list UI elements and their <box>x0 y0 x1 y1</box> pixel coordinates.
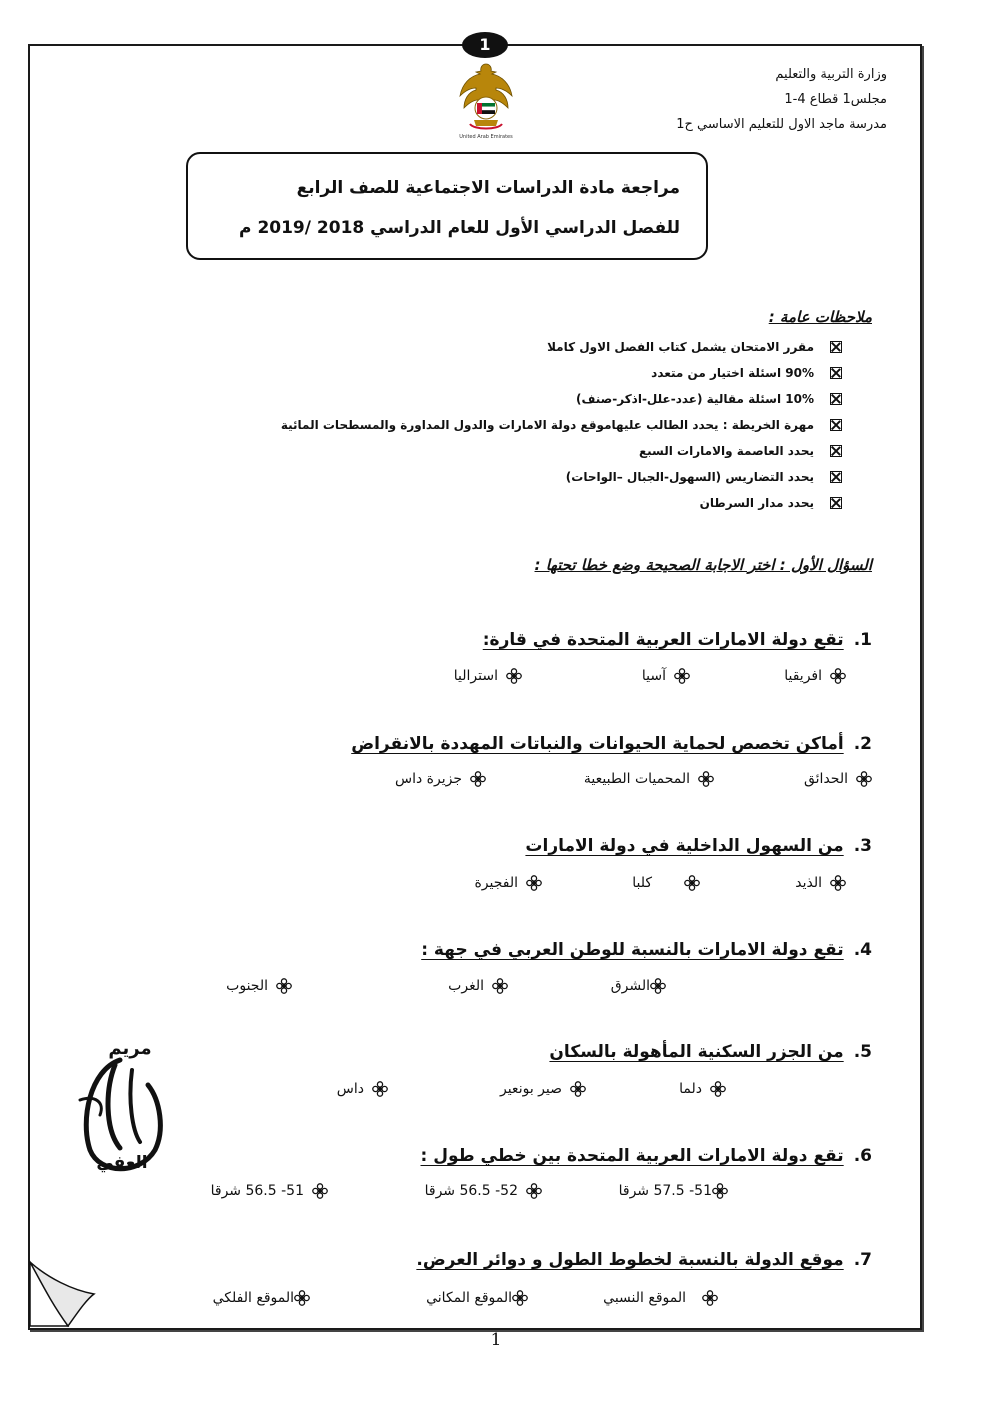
option[interactable]: آسيا <box>642 668 690 684</box>
svg-text:العفي: العفي <box>96 1153 148 1173</box>
option[interactable]: جزيرة داس <box>395 771 486 787</box>
flower-bullet-icon <box>312 1183 328 1199</box>
title-line-1: مراجعة مادة الدراسات الاجتماعية للصف الرابع <box>296 178 680 198</box>
question-6: 6.تقع دولة الامارات العربية المتحدة بين خطي طول : <box>420 1146 872 1166</box>
note-item: يحدد التضاريس (السهول-الجبال –الواحات) <box>281 468 842 494</box>
note-item: مقرر الامتحان يشمل كتاب الفصل الاول كاملا <box>281 338 842 364</box>
option[interactable]: 51- 57.5 شرقا <box>619 1183 728 1199</box>
option[interactable]: افريقيا <box>784 668 846 684</box>
question-4: 4.تقع دولة الامارات بالنسبة للوطن العربي في جهة : <box>421 940 872 960</box>
flower-bullet-icon <box>276 978 292 994</box>
note-item: 90% اسئلة اختيار من متعدد <box>281 364 842 390</box>
svg-text:مريم: مريم <box>108 1038 152 1059</box>
footer-page-number: 1 <box>490 1330 502 1350</box>
question-2: 2.أماكن تخصص لحماية الحيوانات والنباتات المهددة بالانقراض <box>351 734 872 754</box>
flower-bullet-icon <box>702 1290 718 1306</box>
checkbox-x-icon <box>830 497 842 509</box>
option[interactable]: 51- 56.5 شرقا <box>211 1183 328 1199</box>
title-line-2: للفصل الدراسي الأول للعام الدراسي 2018 /2019 م <box>239 218 680 238</box>
title-box <box>186 152 708 260</box>
notes-heading: ملاحظات عامة : <box>768 308 872 326</box>
option[interactable]: الجنوب <box>226 978 292 994</box>
option[interactable]: المحميات الطبيعية <box>584 771 714 787</box>
page-number-badge: 1 <box>462 32 508 58</box>
ministry-name: وزارة التربية والتعليم <box>775 67 887 82</box>
option[interactable]: الذيد <box>795 875 846 891</box>
question-3: 3.من السهول الداخلية في دولة الامارات <box>525 836 872 856</box>
option[interactable]: الفجيرة <box>474 875 542 891</box>
note-item: 10% اسئلة مقالية (عدد-علل-اذكر-صنف) <box>281 390 842 416</box>
option[interactable]: دلما <box>679 1081 726 1097</box>
option[interactable]: صير بونعير <box>500 1081 586 1097</box>
flower-bullet-icon <box>570 1081 586 1097</box>
notes-list <box>281 338 842 520</box>
school-name: مدرسة ماجد الاول للتعليم الاساسي ح1 <box>676 117 887 132</box>
option[interactable]: الموقع النسبي <box>603 1290 718 1306</box>
flower-bullet-icon <box>492 978 508 994</box>
flower-bullet-icon <box>512 1290 528 1306</box>
flower-bullet-icon <box>470 771 486 787</box>
checkbox-x-icon <box>830 419 842 431</box>
flower-bullet-icon <box>674 668 690 684</box>
question-5: 5.من الجزر السكنية المأهولة بالسكان <box>549 1042 872 1062</box>
note-item: يحدد العاصمة والامارات السبع <box>281 442 842 468</box>
note-item: مهرة الخريطة : يحدد الطالب عليهاموقع دولة الامارات والدول المداورة والمسطحات المائية <box>281 416 842 442</box>
flower-bullet-icon <box>372 1081 388 1097</box>
council-name: مجلس1 قطاع 4-1 <box>784 92 887 107</box>
option[interactable]: استراليا <box>454 668 522 684</box>
option[interactable]: الغرب <box>448 978 508 994</box>
flower-bullet-icon <box>684 875 700 891</box>
checkbox-x-icon <box>830 341 842 353</box>
flower-bullet-icon <box>830 668 846 684</box>
flower-bullet-icon <box>526 875 542 891</box>
note-item: يحدد مدار السرطان <box>281 494 842 520</box>
flower-bullet-icon <box>830 875 846 891</box>
svg-text:United Arab Emirates: United Arab Emirates <box>459 134 513 140</box>
flower-bullet-icon <box>506 668 522 684</box>
option[interactable]: داس <box>337 1081 388 1097</box>
section-heading: السؤال الأول : اختر الاجابة الصحيحة وضع خطا تحتها : <box>534 556 872 574</box>
question-1: 1.تقع دولة الامارات العربية المتحدة في قارة: <box>482 630 872 650</box>
uae-emblem-icon <box>456 60 516 142</box>
calligraphy-signature <box>60 1030 180 1180</box>
flower-bullet-icon <box>698 771 714 787</box>
question-7: 7.موقع الدولة بالنسبة لخطوط الطول و دوائر العرض. <box>416 1250 872 1270</box>
option[interactable]: الموقع الفلكي <box>213 1290 310 1306</box>
flower-bullet-icon <box>712 1183 728 1199</box>
option[interactable]: 52- 56.5 شرقا <box>425 1183 542 1199</box>
page-curl-corner <box>28 1260 98 1328</box>
flower-bullet-icon <box>526 1183 542 1199</box>
checkbox-x-icon <box>830 393 842 405</box>
option[interactable]: كلبا <box>632 875 700 891</box>
flower-bullet-icon <box>294 1290 310 1306</box>
flower-bullet-icon <box>856 771 872 787</box>
school-header <box>676 62 887 137</box>
option[interactable]: الشرق <box>611 978 666 994</box>
option[interactable]: الموقع المكاني <box>426 1290 528 1306</box>
option[interactable]: الحدائق <box>804 771 872 787</box>
flower-bullet-icon <box>650 978 666 994</box>
checkbox-x-icon <box>830 471 842 483</box>
flower-bullet-icon <box>710 1081 726 1097</box>
checkbox-x-icon <box>830 445 842 457</box>
checkbox-x-icon <box>830 367 842 379</box>
